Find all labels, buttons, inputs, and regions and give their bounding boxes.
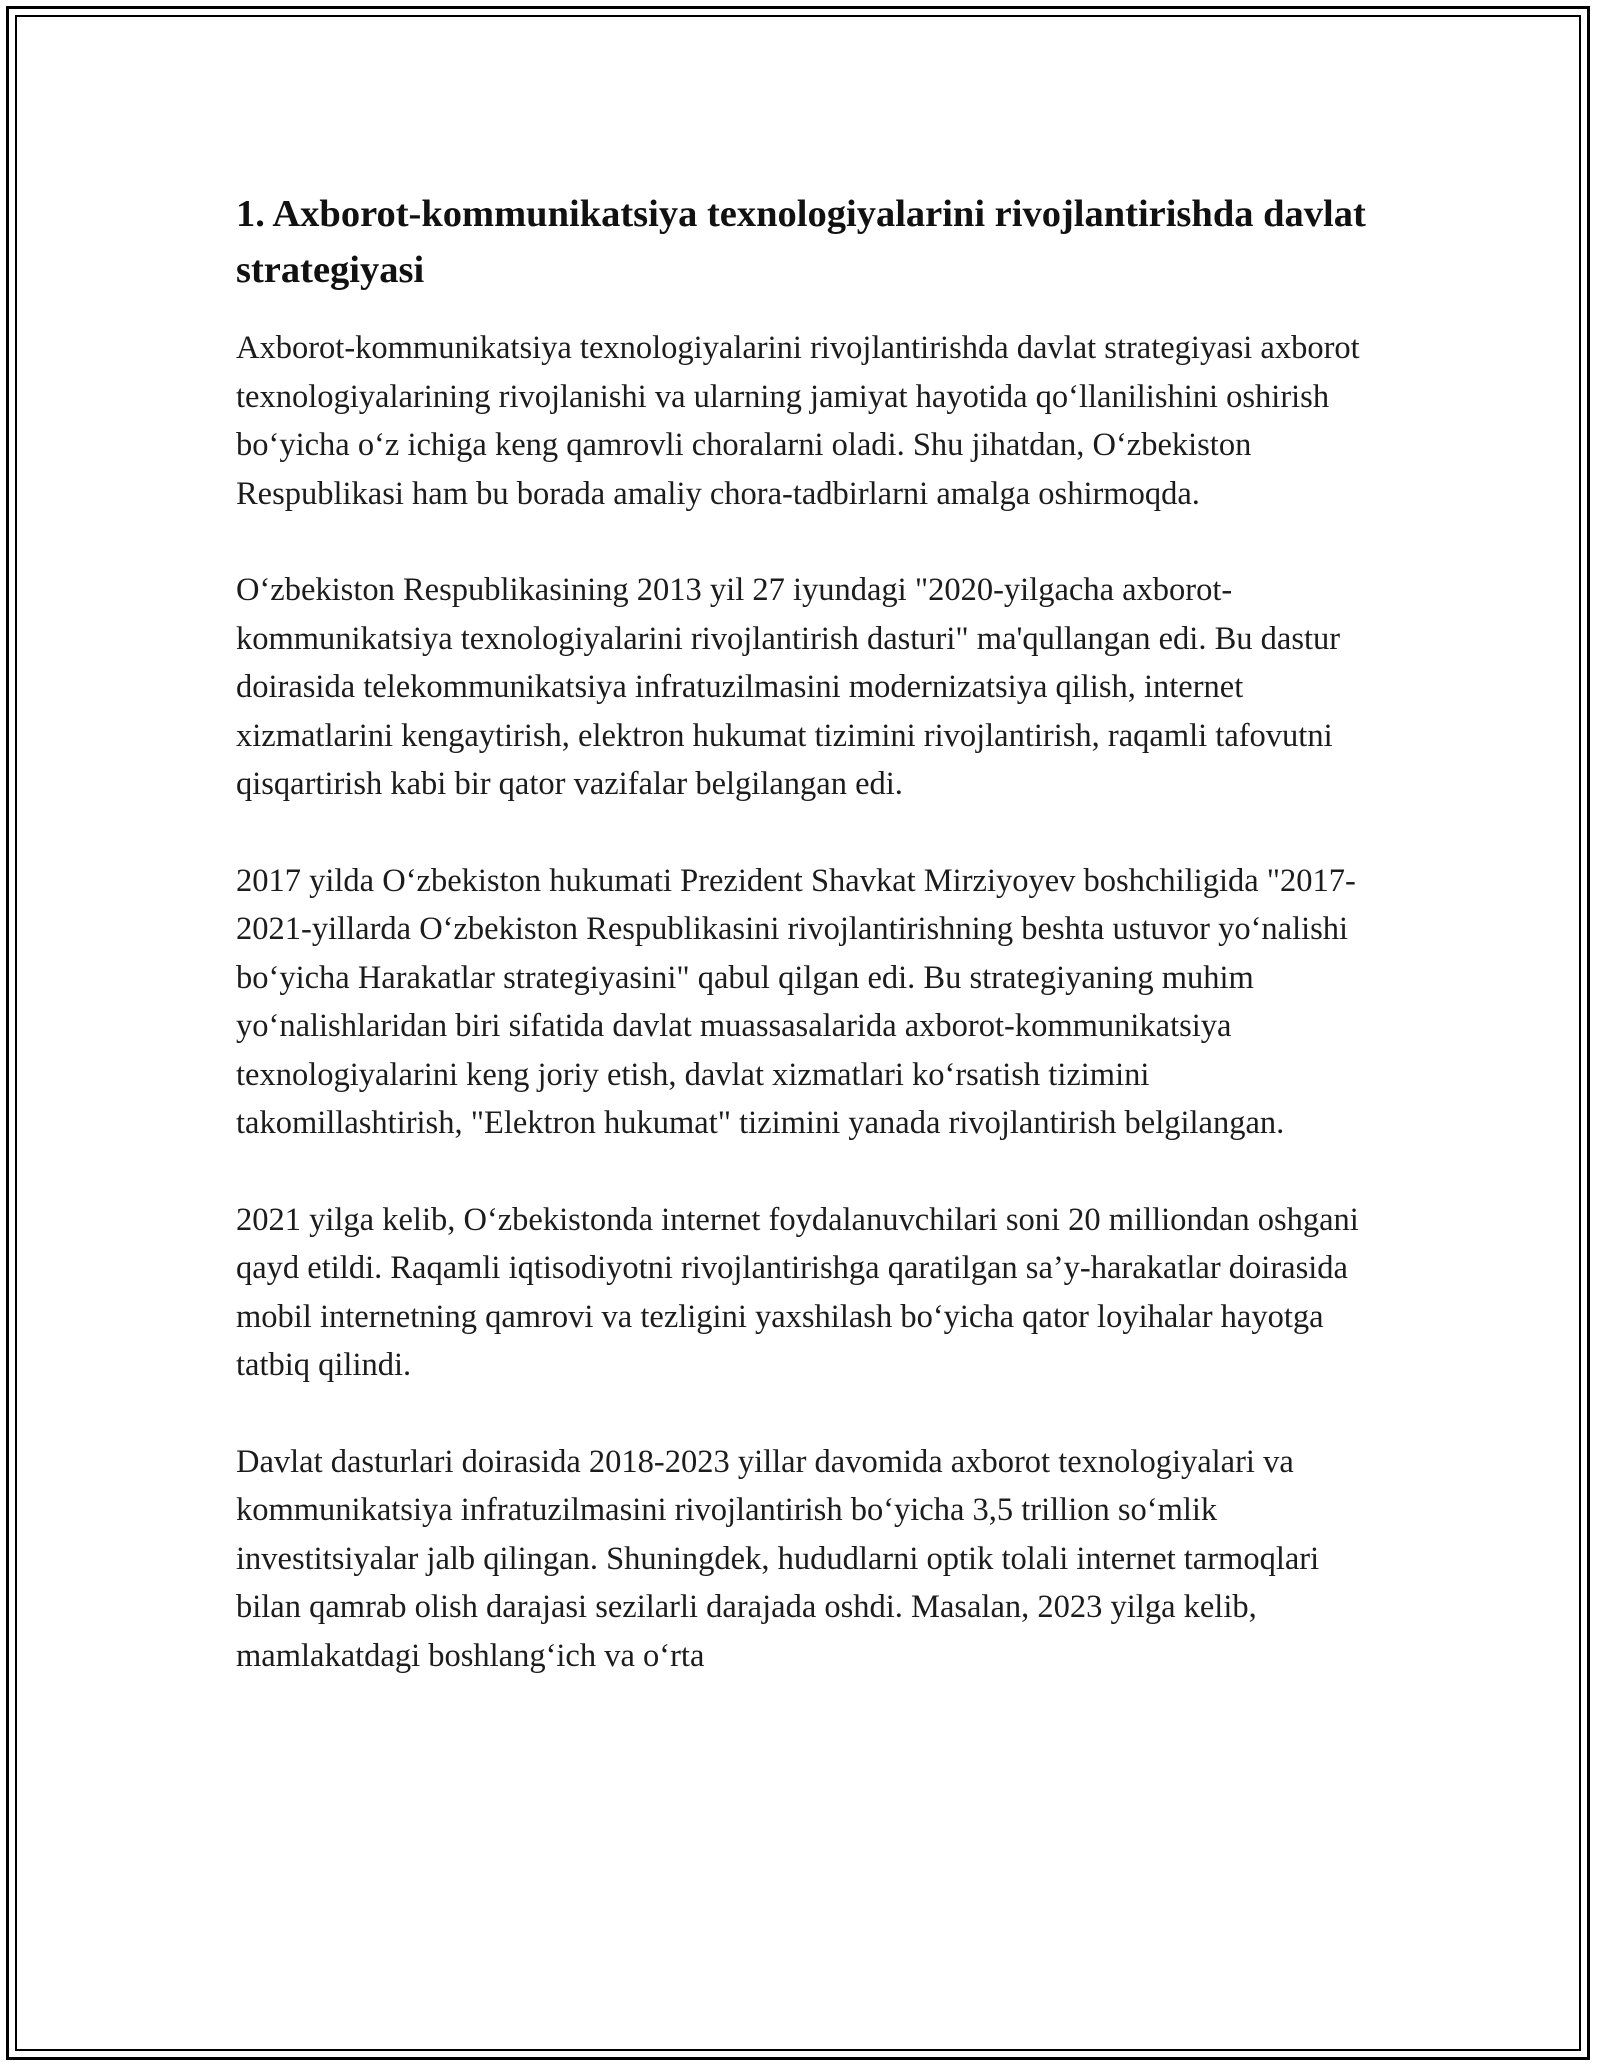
paragraph-strategy-intro: Axborot-kommunikatsiya texnologiyalarini rivojlantirishda davlat strategiyasi axborot texnologiyalarining rivojlanishi va ularning jamiyat hayotida qo‘llanilishini oshirish bo‘yicha o‘z ichiga keng qamrovli choralarni oladi. Shu jihatdan, O‘zbekiston Respublikasi ham bu borada amaliy chora-tadbirlarni amalga oshirmoqda. <box>236 330 1360 512</box>
paragraph-2021-users: 2021 yilga kelib, O‘zbekistonda internet foydalanuvchilari soni 20 milliondan oshgani qayd etildi. Raqamli iqtisodiyotni rivojlantirishga qaratilgan sa’y-harakatlar doirasida mobil internetning qamrovi va tezligini yaxshilash bo‘yicha qator loyihalar hayotga tatbiq qilindi. <box>236 1201 1359 1383</box>
paragraph-2013-program: O‘zbekiston Respublikasining 2013 yil 27 iyundagi "2020-yilgacha axborot-kommunikatsiya texnologiyalarini rivojlantirish dasturi" ma'qullangan edi. Bu dastur doirasida telekommunikatsiya infratuzilmasini modernizatsiya qilish, internet xizmatlarini kengaytirish, elektron hukumat tizimini rivojlantirish, raqamli tafovutni qisqartirish kabi bir qator vazifalar belgilangan edi. <box>236 572 1341 802</box>
paragraph-2017-strategy: 2017 yilda O‘zbekiston hukumati Prezident Shavkat Mirziyoyev boshchiligida "2017-2021-yillarda O‘zbekiston Respublikasini rivojlantirishning beshta ustuvor yo‘nalishi bo‘yicha Harakatlar strategiyasini" qabul qilgan edi. Bu strategiyaning muhim yo‘nalishlaridan biri sifatida davlat muassasalarida axborot-kommunikatsiya texnologiyalarini keng joriy etish, davlat xizmatlari ko‘rsatish tizimini takomillashtirish, "Elektron hukumat" tizimini yanada rivojlantirish belgilangan. <box>236 862 1356 1141</box>
document-body <box>236 186 1376 1728</box>
section-heading: 1. Axborot-kommunikatsiya texnologiyalarini rivojlantirishda davlat strategiyasi <box>236 193 1366 291</box>
paragraph-investments: Davlat dasturlari doirasida 2018-2023 yillar davomida axborot texnologiyalari va kommunikatsiya infratuzilmasini rivojlantirish bo‘yicha 3,5 trillion so‘mlik investitsiyalar jalb qilingan. Shuningdek, hududlarni optik tolali internet tarmoqlari bilan qamrab olish darajasi sezilarli darajada oshdi. Masalan, 2023 yilga kelib, mamlakatdagi boshlang‘ich va o‘rta <box>236 1443 1320 1674</box>
